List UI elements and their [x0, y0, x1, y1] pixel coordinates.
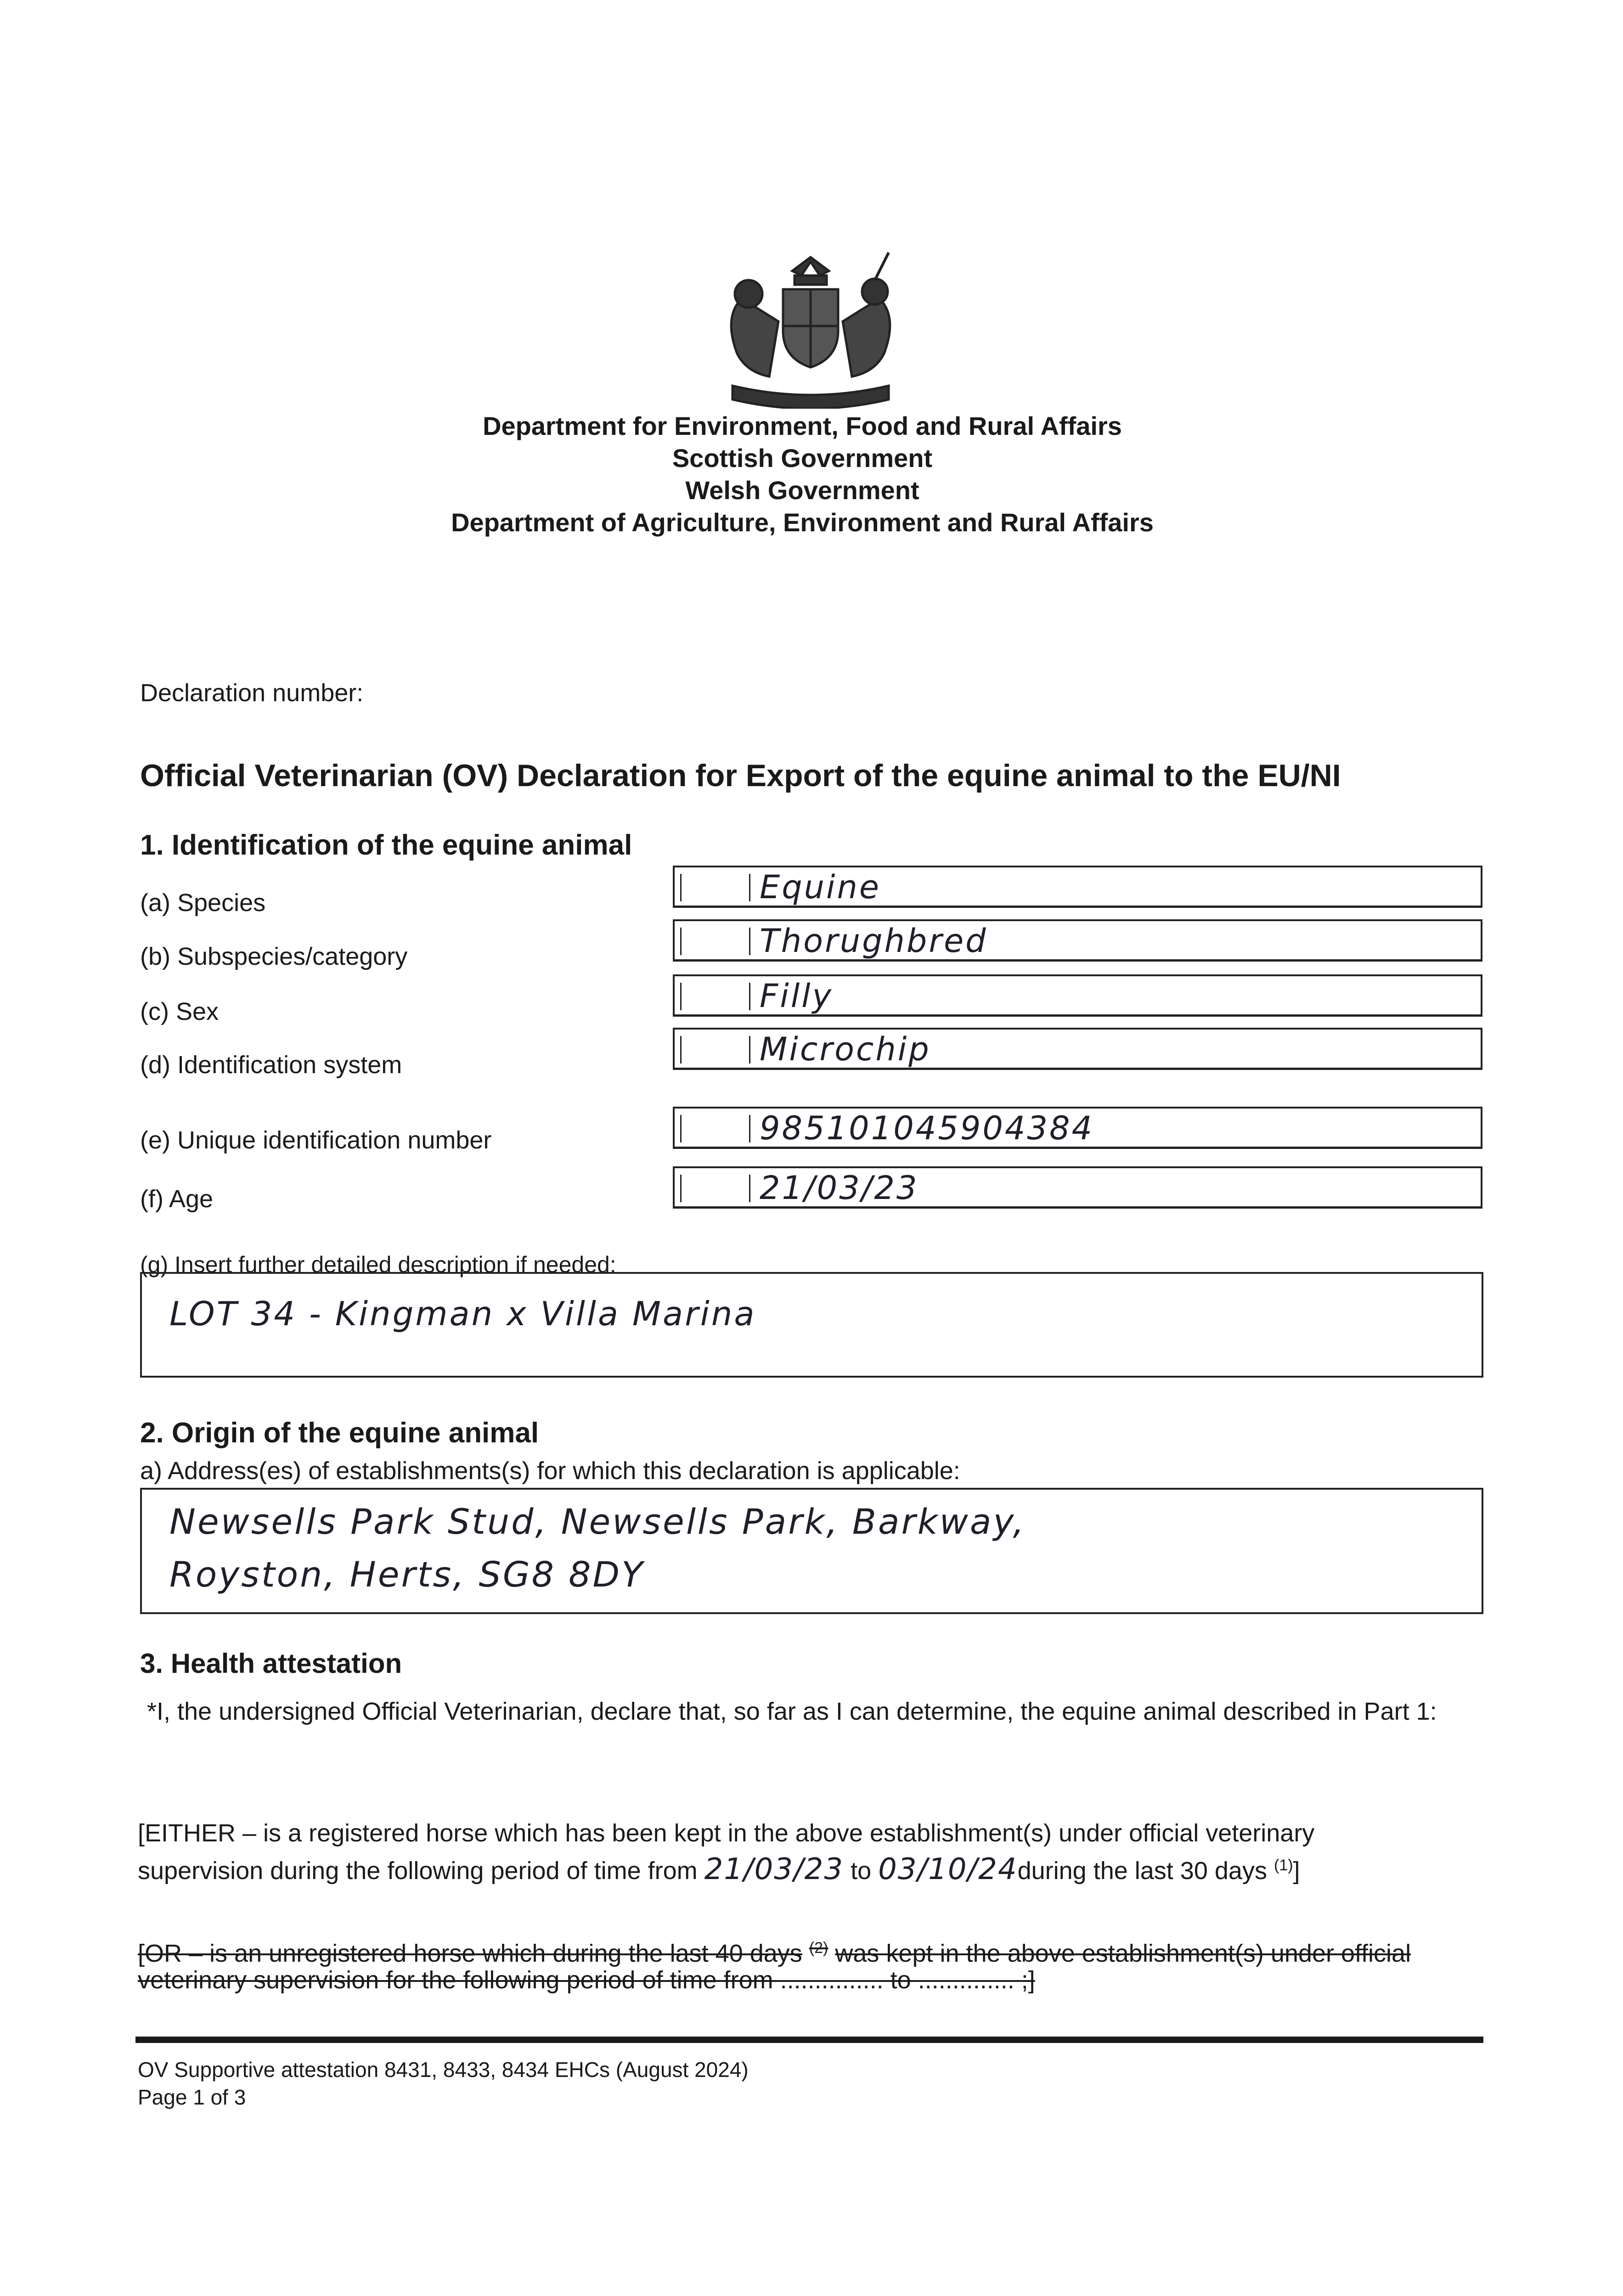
unique-id-field[interactable] — [673, 1107, 1482, 1149]
either-to-word: to — [851, 1857, 872, 1885]
either-to-date: 03/10/24 — [878, 1852, 1018, 1886]
section2-heading: 2. Origin of the equine animal — [140, 1417, 539, 1449]
department-defra: Department for Environment, Food and Rural Affairs — [483, 411, 1122, 440]
footer-version: OV Supportive attestation 8431, 8433, 8434 EHCs (August 2024) — [138, 2058, 749, 2082]
address-line-2: Royston, Herts, SG8 8DY — [169, 1554, 645, 1595]
section3-heading: 3. Health attestation — [140, 1648, 402, 1679]
further-description-label: (g) Insert further detailed description if needed: — [140, 1252, 616, 1277]
or-line-2: veterinary supervision for the following period of time from ............... to .............. ;] — [138, 1966, 1035, 1994]
health-attestation-intro: *I, the undersigned Official Veterinarian, declare that, so far as I can determine, the equine animal described in Part 1: — [147, 1698, 1437, 1725]
sex-value: Filly — [760, 977, 834, 1015]
department-welsh-government: Welsh Government — [685, 476, 919, 505]
age-label: (f) Age — [140, 1185, 214, 1213]
either-close: ] — [1293, 1857, 1300, 1885]
further-description-box[interactable] — [140, 1272, 1483, 1378]
subspecies-field[interactable] — [673, 919, 1482, 962]
page-title: Official Veterinarian (OV) Declaration for Export of the equine animal to the EU/NI — [140, 758, 1341, 793]
identification-system-field[interactable] — [673, 1028, 1482, 1070]
sex-field[interactable] — [673, 974, 1482, 1017]
sex-label: (c) Sex — [140, 998, 219, 1025]
further-description-value: LOT 34 - Kingman x Villa Marina — [169, 1294, 756, 1333]
or-text-1a: [OR – is an unregistered horse which during the last 40 days — [138, 1940, 802, 1967]
or-text-1b: was kept in the above establishment(s) under official — [835, 1940, 1411, 1967]
unique-id-label: (e) Unique identification number — [140, 1126, 492, 1154]
address-label: a) Address(es) of establishments(s) for which this declaration is applicable: — [140, 1457, 960, 1485]
either-line-2 — [138, 1848, 1300, 1888]
identification-system-label: (d) Identification system — [140, 1051, 402, 1079]
footnote-1: (1) — [1274, 1857, 1293, 1874]
department-daera: Department of Agriculture, Environment and Rural Affairs — [451, 508, 1154, 537]
either-text-2a: supervision during the following period of time from — [138, 1857, 698, 1885]
either-from-date: 21/03/23 — [704, 1852, 844, 1886]
either-line-1: [EITHER – is a registered horse which has been kept in the above establishment(s) under official veterinary — [138, 1819, 1315, 1847]
subspecies-value: Thorughbred — [760, 922, 988, 960]
address-box[interactable] — [140, 1488, 1483, 1614]
age-value: 21/03/23 — [760, 1169, 919, 1207]
footnote-2: (2) — [809, 1939, 828, 1957]
footer-page-number: Page 1 of 3 — [138, 2085, 246, 2109]
subspecies-label: (b) Subspecies/category — [140, 943, 408, 970]
footer-divider — [135, 2037, 1483, 2043]
department-scottish-government: Scottish Government — [672, 444, 933, 473]
species-field[interactable] — [673, 866, 1482, 908]
identification-system-value: Microchip — [760, 1030, 931, 1068]
either-text-2b: during the last 30 days — [1017, 1857, 1267, 1885]
age-field[interactable] — [673, 1166, 1482, 1209]
declaration-number-label: Declaration number: — [140, 679, 364, 707]
section1-heading: 1. Identification of the equine animal — [140, 829, 632, 861]
royal-coat-of-arms-crest — [705, 239, 916, 409]
unique-id-value: 985101045904384 — [760, 1109, 1094, 1147]
address-line-1: Newsells Park Stud, Newsells Park, Barkway, — [169, 1501, 1026, 1542]
species-label: (a) Species — [140, 889, 266, 917]
species-value: Equine — [760, 868, 881, 906]
